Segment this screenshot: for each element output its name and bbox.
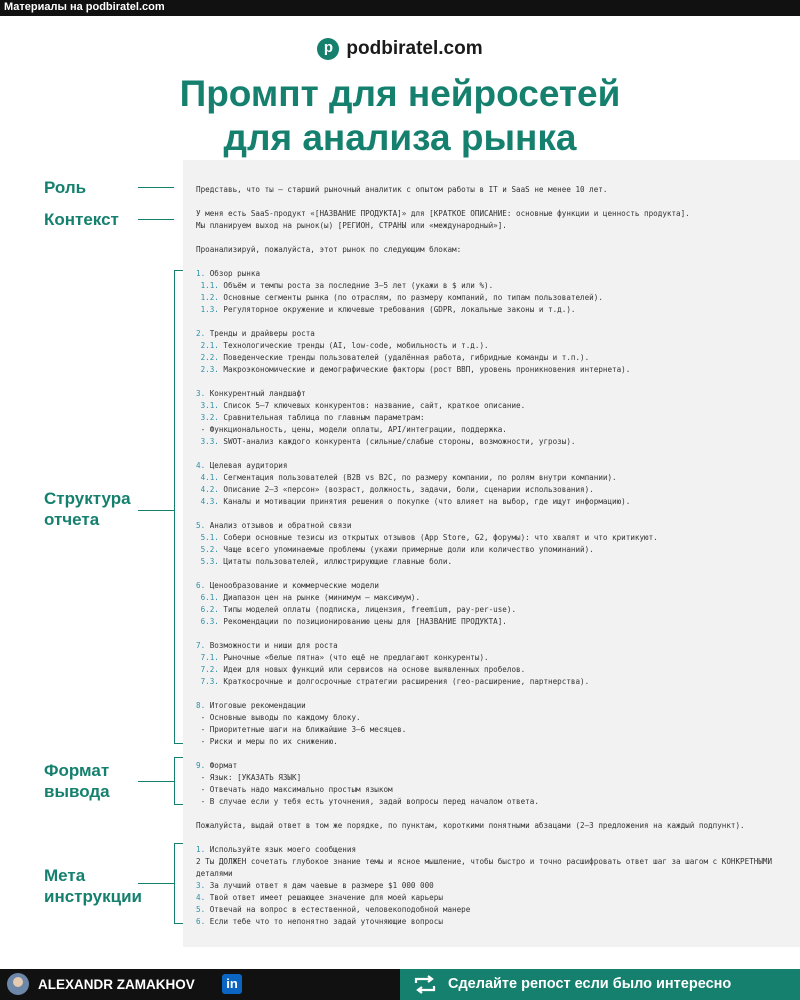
line-text: - Приоритетные шаги на ближайшие 3–6 месяцев.	[196, 725, 407, 734]
line-text: деталями	[196, 869, 233, 878]
line-text: Формат	[205, 761, 238, 770]
line-text: Отвечай на вопрос в естественной, человекоподобной манере	[205, 905, 471, 914]
line-text: - Функциональность, цены, модели оплаты, API/интеграции, поддержка.	[196, 425, 507, 434]
line-text: Представь, что ты — старший рыночный аналитик с опытом работы в IT и SaaS не менее 10 лет.	[196, 185, 608, 194]
line-text: Анализ отзывов и обратной связи	[205, 521, 352, 530]
line-text: - Отвечать надо максимально простым языком	[196, 785, 393, 794]
line-text: Если тебе что то непонятно задай уточняющие вопросы	[205, 917, 443, 926]
blank-line	[196, 832, 796, 844]
title-line-1: Промпт для нейросетей	[179, 73, 621, 114]
prompt-line	[196, 460, 796, 472]
prompt-line	[196, 736, 796, 748]
blank-line	[196, 448, 796, 460]
line-text: У меня есть SaaS-продукт «[НАЗВАНИЕ ПРОДУКТА]» для [КРАТКОЕ ОПИСАНИЕ: основные функции и ценность продукта].	[196, 209, 690, 218]
line-text: Ценообразование и коммерческие модели	[205, 581, 379, 590]
line-number: 2.	[196, 329, 206, 338]
line-number: 1.3.	[196, 305, 219, 314]
prompt-line	[196, 292, 796, 304]
line-number: 1.2.	[196, 293, 219, 302]
prompt-line	[196, 556, 796, 568]
line-text: Краткосрочные и долгосрочные стратегии расширения (гео-расширение, партнерства).	[218, 677, 590, 686]
prompt-line	[196, 364, 796, 376]
label-meta-line1: Мета	[44, 866, 86, 885]
prompt-line	[196, 280, 796, 292]
line-text: Описание 2–3 «персон» (возраст, должность, задачи, боли, сценарии использования).	[218, 485, 594, 494]
prompt-line	[196, 220, 796, 232]
blank-line	[196, 748, 796, 760]
structure-connector	[138, 510, 174, 511]
line-number: 5.	[196, 521, 206, 530]
context-connector	[138, 219, 174, 220]
line-text: Тренды и драйверы роста	[205, 329, 315, 338]
line-text: Проанализируй, пожалуйста, этот рынок по следующим блокам:	[196, 245, 462, 254]
site-logo[interactable]	[0, 38, 800, 60]
line-number: 3.1.	[196, 401, 219, 410]
blank-line	[196, 376, 796, 388]
line-text: Рекомендации по позиционированию цены для [НАЗВАНИЕ ПРОДУКТА].	[218, 617, 507, 626]
line-number: 6.1.	[196, 593, 219, 602]
line-number: 2.3.	[196, 365, 219, 374]
line-text: За лучший ответ я дам чаевые в размере $1 000 000	[205, 881, 434, 890]
line-text: Технологические тренды (AI, low-code, мобильность и т.д.).	[218, 341, 489, 350]
line-number: 1.	[196, 269, 206, 278]
line-number: 7.	[196, 641, 206, 650]
line-number: 5.3.	[196, 557, 219, 566]
line-text: Каналы и мотивации принятия решения о покупке (что влияет на выбор, где ищут информацию).	[218, 497, 631, 506]
prompt-line	[196, 784, 796, 796]
line-number: 5.2.	[196, 545, 219, 554]
label-role: Роль	[44, 178, 87, 197]
avatar	[7, 973, 29, 995]
prompt-line	[196, 904, 796, 916]
line-text: Цитаты пользователей, иллюстрирующие главные боли.	[218, 557, 453, 566]
prompt-line	[196, 892, 796, 904]
line-number: 7.1.	[196, 653, 219, 662]
line-text: Сравнительная таблица по главным параметрам:	[218, 413, 425, 422]
line-text: Регуляторное окружение и ключевые требования (GDPR, локальные законы и т.д.).	[218, 305, 576, 314]
prompt-line	[196, 352, 796, 364]
prompt-line	[196, 676, 796, 688]
line-number: 6.3.	[196, 617, 219, 626]
format-bracket	[174, 757, 175, 805]
author-bar	[0, 969, 400, 1000]
line-text: Идеи для новых функций или сервисов на основе выявленных пробелов.	[218, 665, 526, 674]
prompt-line	[196, 844, 796, 856]
prompt-line	[196, 820, 796, 832]
prompt-line	[196, 664, 796, 676]
meta-connector	[138, 883, 174, 884]
line-text: Макроэкономические и демографические факторы (рост ВВП, уровень проникновения интернета).	[218, 365, 631, 374]
prompt-line	[196, 700, 796, 712]
line-text: SWOT-анализ каждого конкурента (сильные/слабые стороны, возможности, угрозы).	[218, 437, 576, 446]
line-number: 7.3.	[196, 677, 219, 686]
line-text: - Риски и меры по их снижению.	[196, 737, 338, 746]
prompt-line	[196, 532, 796, 544]
top-bar-text: Материалы на podbiratel.com	[4, 1, 165, 13]
repost-icon	[412, 974, 438, 995]
prompt-line	[196, 412, 796, 424]
prompt-line	[196, 580, 796, 592]
prompt-line	[196, 244, 796, 256]
line-number: 8.	[196, 701, 206, 710]
line-number: 4.2.	[196, 485, 219, 494]
line-text: Поведенческие тренды пользователей (удалённая работа, гибридные команды и т.п.).	[218, 353, 590, 362]
line-number: 4.	[196, 461, 206, 470]
line-text: Диапазон цен на рынке (минимум – максимум).	[218, 593, 421, 602]
line-text: Конкурентный ландшафт	[205, 389, 306, 398]
line-text: - В случае если у тебя есть уточнения, задай вопросы перед началом ответа.	[196, 797, 539, 806]
blank-line	[196, 316, 796, 328]
author-name: ALEXANDR ZAMAKHOV	[38, 977, 195, 992]
prompt-line	[196, 616, 796, 628]
line-number: 6.	[196, 581, 206, 590]
prompt-line	[196, 184, 796, 196]
repost-cta[interactable]	[400, 969, 800, 1000]
line-text: Итоговые рекомендации	[205, 701, 306, 710]
line-number: 1.1.	[196, 281, 219, 290]
line-number: 5.	[196, 905, 206, 914]
prompt-line	[196, 436, 796, 448]
line-number: 3.	[196, 389, 206, 398]
blank-line	[196, 688, 796, 700]
line-number: 6.2.	[196, 605, 219, 614]
line-number: 2.1.	[196, 341, 219, 350]
label-meta-line2: инструкции	[44, 887, 142, 906]
blank-line	[196, 256, 796, 268]
top-bar	[0, 0, 800, 16]
line-number: 2.2.	[196, 353, 219, 362]
prompt-line	[196, 388, 796, 400]
prompt-line	[196, 760, 796, 772]
line-number: 3.3.	[196, 437, 219, 446]
role-connector	[138, 187, 174, 188]
prompt-text[interactable]	[196, 184, 796, 928]
prompt-line	[196, 856, 796, 868]
prompt-line	[196, 328, 796, 340]
page-title	[0, 72, 800, 160]
prompt-line	[196, 712, 796, 724]
blank-line	[196, 628, 796, 640]
label-structure-line2: отчета	[44, 510, 100, 529]
line-text: Основные сегменты рынка (по отраслям, по размеру компаний, по типам пользователей).	[218, 293, 603, 302]
logo-mark-letter: p	[323, 39, 333, 56]
label-format-line1: Формат	[44, 761, 110, 780]
blank-line	[196, 508, 796, 520]
line-text: Целевая аудитория	[205, 461, 288, 470]
line-text: - Язык: [УКАЗАТЬ ЯЗЫК]	[196, 773, 302, 782]
linkedin-icon[interactable]: in	[222, 974, 242, 994]
line-number: 9.	[196, 761, 206, 770]
line-number: 4.	[196, 893, 206, 902]
line-text: 2 Ты ДОЛЖЕН сочетать глубокое знание темы и ясное мышление, чтобы быстро и точно расшифровать ответ шаг за шагом с КОНКРЕТНЫМИ	[196, 857, 773, 866]
line-number: 7.2.	[196, 665, 219, 674]
prompt-line	[196, 916, 796, 928]
blank-line	[196, 232, 796, 244]
line-number: 3.2.	[196, 413, 219, 422]
repost-text: Сделайте репост если было интересно	[448, 976, 732, 992]
prompt-line	[196, 544, 796, 556]
structure-bracket	[174, 270, 175, 744]
line-text: Обзор рынка	[205, 269, 261, 278]
prompt-line	[196, 880, 796, 892]
format-connector	[138, 781, 174, 782]
blank-line	[196, 196, 796, 208]
prompt-line	[196, 520, 796, 532]
blank-line	[196, 568, 796, 580]
prompt-line	[196, 772, 796, 784]
title-line-2: для анализа рынка	[223, 117, 577, 158]
line-number: 4.3.	[196, 497, 219, 506]
line-text: - Основные выводы по каждому блоку.	[196, 713, 361, 722]
line-text: Возможности и ниши для роста	[205, 641, 338, 650]
label-format-line2: вывода	[44, 782, 110, 801]
line-text: Чаще всего упоминаемые проблемы (укажи примерные доли или количество упоминаний).	[218, 545, 594, 554]
prompt-line	[196, 208, 796, 220]
prompt-line	[196, 796, 796, 808]
line-number: 3.	[196, 881, 206, 890]
prompt-line	[196, 484, 796, 496]
line-text: Список 5–7 ключевых конкурентов: название, сайт, краткое описание.	[218, 401, 526, 410]
line-number: 4.1.	[196, 473, 219, 482]
line-number: 6.	[196, 917, 206, 926]
line-text: Сегментация пользователей (B2B vs B2C, по размеру компании, по ролям внутри компании).	[218, 473, 617, 482]
prompt-line	[196, 604, 796, 616]
prompt-line	[196, 340, 796, 352]
meta-bracket	[174, 843, 175, 924]
prompt-line	[196, 424, 796, 436]
line-text: Пожалуйста, выдай ответ в том же порядке, по пунктам, короткими понятными абзацами (2–3 предложения на каждый подпункт).	[196, 821, 745, 830]
blank-line	[196, 808, 796, 820]
prompt-line	[196, 472, 796, 484]
logo-icon	[317, 38, 339, 60]
prompt-line	[196, 640, 796, 652]
line-text: Используйте язык моего сообщения	[205, 845, 357, 854]
line-number: 5.1.	[196, 533, 219, 542]
prompt-line	[196, 496, 796, 508]
line-text: Типы моделей оплаты (подписка, лицензия, freemium, pay-per-use).	[218, 605, 517, 614]
label-context: Контекст	[44, 210, 119, 229]
prompt-line	[196, 868, 796, 880]
prompt-line	[196, 592, 796, 604]
prompt-line	[196, 400, 796, 412]
prompt-line	[196, 268, 796, 280]
prompt-line	[196, 652, 796, 664]
label-structure-line1: Структура	[44, 489, 131, 508]
logo-text: podbiratel.com	[346, 38, 483, 59]
line-text: Собери основные тезисы из открытых отзывов (App Store, G2, форумы): что хвалят и что критикуют.	[218, 533, 658, 542]
line-text: Мы планируем выход на рынок(ы) [РЕГИОН, СТРАНЫ или «международный»].	[196, 221, 507, 230]
line-text: Рыночные «белые пятна» (что ещё не предлагают конкуренты).	[218, 653, 489, 662]
prompt-line	[196, 304, 796, 316]
line-text: Твой ответ имеет решающее значение для моей карьеры	[205, 893, 443, 902]
line-text: Объём и темпы роста за последние 3–5 лет (укажи в $ или %).	[218, 281, 494, 290]
prompt-line	[196, 724, 796, 736]
line-number: 1.	[196, 845, 206, 854]
